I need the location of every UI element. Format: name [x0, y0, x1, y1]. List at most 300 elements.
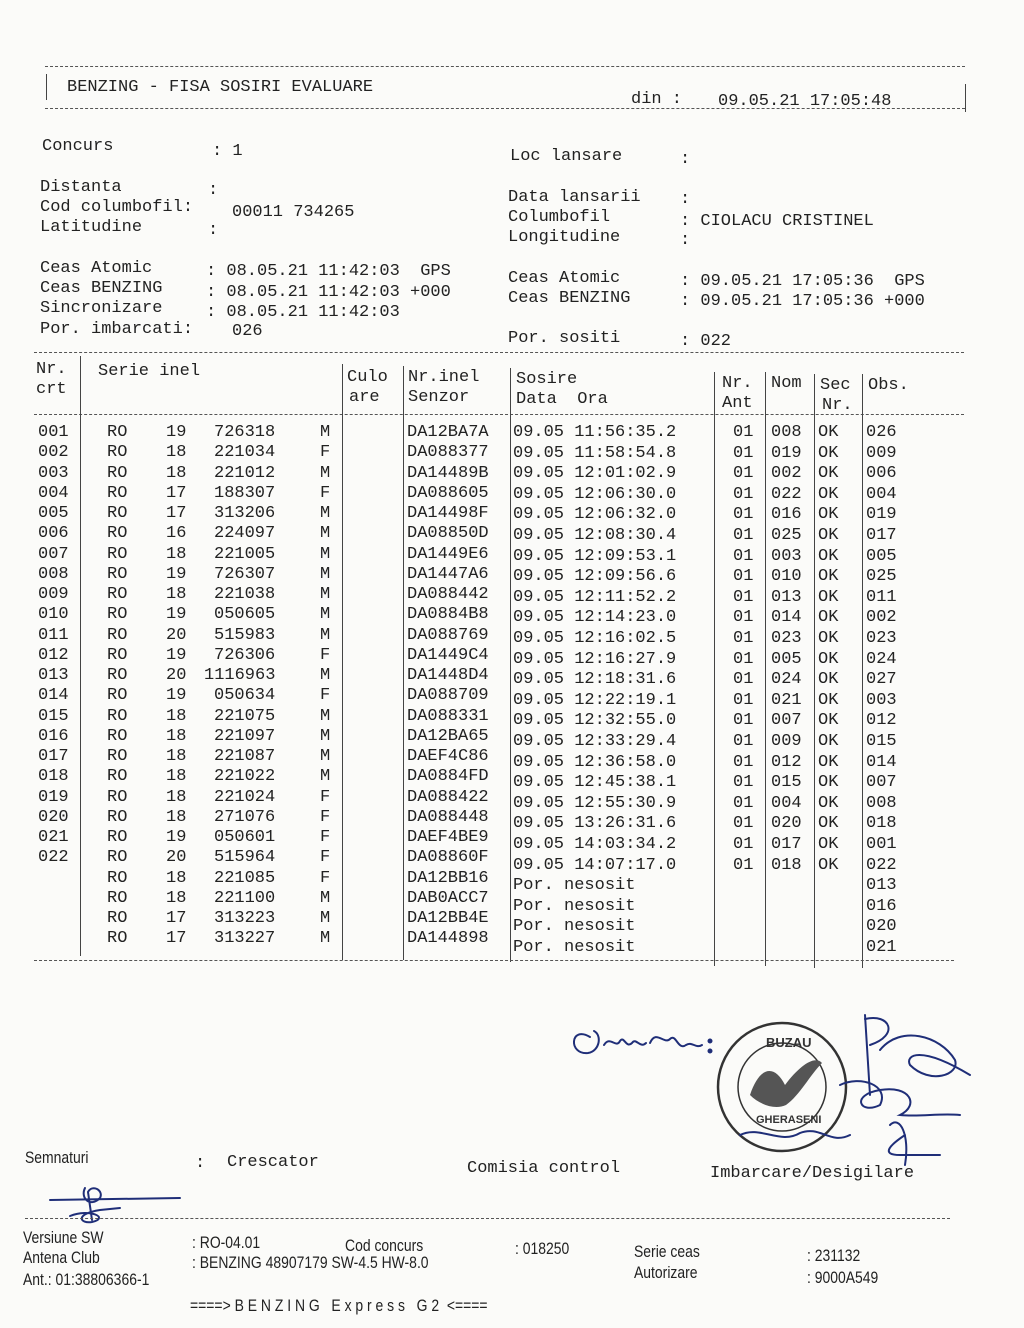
cell-sec: OK	[818, 732, 839, 751]
cell-ring-number: 188307	[214, 483, 276, 503]
cell-year: 18	[166, 888, 187, 908]
imbarcati-label: Por. imbarcati:	[40, 320, 194, 339]
cell-sec: OK	[818, 587, 839, 607]
cell-nr-crt: 021	[38, 828, 69, 847]
cell-ring-number: 224097	[214, 524, 276, 544]
cell-ring-number: 726318	[214, 423, 276, 442]
cell-ring-number: 221097	[214, 726, 276, 746]
table-row	[0, 787, 1000, 813]
cell-arrival: 09.05 12:11:52.2	[513, 587, 677, 607]
table-row	[0, 929, 1000, 957]
table-row	[0, 848, 1000, 875]
cell-sex: F	[320, 848, 331, 868]
header-border-right	[965, 84, 966, 112]
cell-obs: 017	[866, 526, 897, 545]
sincronizare-label: Sincronizare	[40, 299, 163, 318]
cell-antenna: 01	[733, 773, 754, 793]
cell-obs: 009	[866, 443, 897, 463]
cell-obs: 025	[866, 567, 897, 587]
table-row	[0, 524, 1000, 544]
cell-obs: 002	[866, 608, 897, 628]
imbarcare-desigilare-label: Imbarcare/Desigilare	[710, 1164, 915, 1183]
cell-ring-number: 221034	[214, 443, 276, 463]
cell-antenna: 01	[733, 443, 754, 463]
cell-ring-number: 313227	[214, 929, 276, 949]
cell-sec: OK	[818, 567, 839, 587]
table-border-top	[34, 352, 964, 353]
cell-nr-crt: 015	[38, 706, 69, 726]
table-row	[0, 626, 1000, 646]
handwritten-comisie-signature	[574, 1031, 712, 1053]
cell-antenna: 01	[733, 814, 754, 834]
ceas-atomic-start-label: Ceas Atomic	[40, 259, 153, 278]
cell-country: RO	[107, 666, 128, 685]
col-header-culo: Culo	[347, 368, 388, 387]
cell-sensor: DA088377	[407, 443, 489, 463]
cod-concurs-label: Cod concurs	[345, 1236, 424, 1255]
cell-nr-crt: 009	[38, 585, 69, 604]
table-header-divider	[34, 414, 964, 415]
cell-obs: 005	[866, 546, 897, 566]
col-header-nr-inel: Nr.inel	[408, 368, 480, 387]
cell-year: 18	[166, 807, 187, 827]
cell-country: RO	[107, 423, 128, 442]
cell-antenna: 01	[733, 649, 754, 669]
cell-year: 18	[166, 706, 187, 726]
cell-antenna: 01	[733, 546, 754, 566]
cell-nom: 018	[771, 855, 802, 875]
svg-text:BUZAU: BUZAU	[766, 1035, 812, 1050]
cell-antenna: 01	[733, 690, 754, 710]
cell-year: 16	[166, 524, 187, 544]
cell-antenna: 01	[733, 608, 754, 628]
cell-antenna: 01	[733, 505, 754, 525]
concurs-value: : 1	[212, 142, 243, 161]
cell-obs: 020	[866, 917, 897, 937]
cell-obs: 023	[866, 629, 897, 648]
din-value: 09.05.21 17:05:48	[718, 92, 892, 111]
cell-sensor: DA1448D4	[407, 666, 489, 685]
sositi-value: : 022	[680, 332, 732, 351]
cell-nom: 025	[771, 526, 802, 545]
cell-obs: 026	[866, 423, 897, 442]
cell-country: RO	[107, 868, 128, 888]
cell-country: RO	[107, 767, 128, 787]
cell-ring-number: 726307	[214, 564, 276, 584]
cell-obs: 004	[866, 484, 897, 504]
cell-sensor: DA12BA65	[407, 726, 489, 746]
cell-country: RO	[107, 564, 128, 584]
cell-year: 20	[166, 625, 187, 645]
cell-year: 17	[166, 504, 187, 523]
cell-sex: M	[320, 544, 331, 564]
col-header-nr-ant: Nr.	[722, 374, 753, 393]
cell-nom: 013	[771, 587, 802, 607]
crescator-label: Crescator	[227, 1153, 319, 1172]
cell-year: 19	[166, 645, 187, 665]
cell-nr-crt: 016	[38, 726, 69, 746]
cell-antenna: 01	[733, 752, 754, 772]
cell-arrival: Por. nesosit	[513, 896, 636, 916]
cell-sec: OK	[818, 443, 839, 463]
cell-ring-number: 050601	[214, 828, 276, 847]
cell-ring-number: 221038	[214, 585, 276, 604]
table-row	[0, 545, 1000, 565]
table-row	[0, 807, 1000, 834]
cell-sensor: DA088605	[407, 483, 489, 503]
cell-country: RO	[107, 888, 128, 908]
table-row	[0, 423, 1000, 443]
header-border-top	[45, 66, 965, 67]
loc-lansare-label: Loc lansare	[510, 147, 623, 166]
col-header-nom: Nom	[771, 374, 802, 393]
cell-nom: 017	[771, 835, 802, 854]
cell-obs: 006	[866, 464, 897, 484]
cell-nr-crt: 006	[38, 524, 69, 544]
cell-sec: OK	[818, 423, 839, 442]
cell-sex: M	[320, 564, 331, 584]
col-header-ant: Ant	[722, 394, 753, 413]
cell-nom: 003	[771, 546, 802, 566]
cell-sensor: DA08850D	[407, 524, 489, 544]
cell-sex: M	[320, 747, 331, 766]
cell-nom: 004	[771, 793, 802, 813]
cell-sex: M	[320, 666, 331, 685]
semnaturi-colon: :	[195, 1154, 206, 1173]
cell-arrival: 09.05 12:45:38.1	[513, 773, 677, 793]
cell-ring-number: 221005	[214, 544, 276, 564]
cell-arrival: Por. nesosit	[513, 938, 636, 957]
cell-sensor: DA088331	[407, 706, 489, 726]
ceas-benzing-start-label: Ceas BENZING	[40, 279, 163, 298]
table-border-bottom	[34, 960, 954, 961]
cell-antenna: 01	[733, 793, 754, 813]
table-row	[0, 443, 1000, 463]
table-row	[0, 504, 1000, 524]
cell-year: 17	[166, 483, 187, 503]
cell-sex: M	[320, 767, 331, 787]
cell-arrival: 09.05 12:32:55.0	[513, 711, 677, 731]
cell-sensor: DA12BA7A	[407, 423, 489, 442]
cell-sex: F	[320, 483, 331, 503]
cell-obs: 008	[866, 793, 897, 813]
versiune-sw-value: : RO-04.01	[192, 1233, 261, 1252]
antena-club-label: Antena Club	[23, 1248, 100, 1267]
cell-sex: M	[320, 524, 331, 544]
header-border-left	[46, 74, 47, 100]
cell-sensor: DAEF4BE9	[407, 828, 489, 847]
cell-nom: 016	[771, 505, 802, 525]
cell-ring-number: 221100	[214, 888, 276, 908]
cell-country: RO	[107, 483, 128, 503]
cell-sex: M	[320, 504, 331, 523]
cell-nr-crt: 004	[38, 483, 69, 503]
cell-country: RO	[107, 585, 128, 604]
cell-sex: M	[320, 909, 331, 928]
svg-text:GHERASENI: GHERASENI	[756, 1114, 822, 1126]
cell-country: RO	[107, 645, 128, 665]
cell-sec: OK	[818, 484, 839, 504]
cell-sensor: DA0884B8	[407, 605, 489, 625]
cell-ring-number: 221022	[214, 767, 276, 787]
cell-nr-crt: 018	[38, 767, 69, 787]
cell-sec: OK	[818, 752, 839, 772]
crescator-signature	[30, 1178, 190, 1228]
cell-sensor: DA1447A6	[407, 564, 489, 584]
cell-sensor: DA1449E6	[407, 544, 489, 564]
cell-sex: F	[320, 807, 331, 827]
document-title: BENZING - FISA SOSIRI EVALUARE	[67, 78, 374, 97]
cell-antenna: 01	[733, 567, 754, 587]
cell-ring-number: 050605	[214, 605, 276, 625]
cell-sec: OK	[818, 814, 839, 834]
cell-year: 18	[166, 726, 187, 746]
cell-obs: 016	[866, 896, 897, 916]
antena-club-value: : BENZING 48907179 SW-4.5 HW-8.0	[192, 1253, 429, 1272]
cell-arrival: 09.05 11:58:54.8	[513, 443, 677, 463]
cell-obs: 007	[866, 773, 897, 793]
sositi-label: Por. sositi	[508, 329, 621, 348]
cell-year: 18	[166, 787, 187, 807]
cell-ring-number: 221012	[214, 463, 276, 483]
cell-ring-number: 221075	[214, 706, 276, 726]
cell-obs: 027	[866, 670, 897, 690]
din-label: din :	[631, 90, 683, 109]
cell-arrival: 09.05 12:36:58.0	[513, 752, 677, 772]
columbofil-value: : CIOLACU CRISTINEL	[680, 212, 874, 231]
cell-country: RO	[107, 909, 128, 928]
serie-ceas-label: Serie ceas	[634, 1242, 700, 1261]
sincronizare-value: : 08.05.21 11:42:03	[206, 303, 400, 322]
table-row	[0, 767, 1000, 793]
cell-nom: 019	[771, 443, 802, 463]
longitudine-value: :	[680, 231, 691, 250]
cell-antenna: 01	[733, 670, 754, 690]
cell-arrival: Por. nesosit	[513, 917, 636, 937]
table-row	[0, 726, 1000, 751]
ceas-atomic-end-label: Ceas Atomic	[508, 269, 621, 288]
cell-obs: 015	[866, 732, 897, 751]
imbarcati-value: 026	[232, 322, 263, 341]
cell-sex: F	[320, 645, 331, 665]
cell-ring-number: 313206	[214, 504, 276, 523]
cell-nom: 022	[771, 484, 802, 504]
versiune-sw-label: Versiune SW	[23, 1228, 104, 1247]
loc-lansare-value: :	[680, 150, 691, 169]
cell-nr-crt: 008	[38, 564, 69, 584]
cell-sex: F	[320, 787, 331, 807]
cell-nr-crt: 005	[38, 504, 69, 523]
concurs-label: Concurs	[42, 137, 114, 156]
cell-sec: OK	[818, 773, 839, 793]
cell-arrival: Por. nesosit	[513, 876, 636, 896]
cell-arrival: 09.05 12:09:53.1	[513, 546, 677, 566]
cell-sensor: DA14498F	[407, 504, 489, 523]
cell-nr-crt: 002	[38, 443, 69, 463]
cell-nr-crt: 022	[38, 848, 69, 868]
col-header-sec-nr: Nr.	[822, 396, 853, 415]
cell-country: RO	[107, 544, 128, 564]
ceas-benzing-end-value: : 09.05.21 17:05:36 +000	[680, 292, 925, 311]
cell-antenna: 01	[733, 629, 754, 648]
table-row	[0, 585, 1000, 605]
cell-nr-crt: 011	[38, 625, 69, 645]
cell-sex: M	[320, 706, 331, 726]
cod-columbofil-label: Cod columbofil:	[40, 198, 194, 217]
antenna-id: Ant.: 01:38806366-1	[23, 1270, 150, 1289]
cell-sensor: DA088422	[407, 787, 489, 807]
cell-arrival: 09.05 12:55:30.9	[513, 793, 677, 813]
cell-nom: 015	[771, 773, 802, 793]
table-row	[0, 686, 1000, 710]
cell-sec: OK	[818, 464, 839, 484]
cell-country: RO	[107, 787, 128, 807]
cell-sec: OK	[818, 690, 839, 710]
cell-year: 18	[166, 767, 187, 787]
cell-obs: 003	[866, 690, 897, 710]
cell-antenna: 01	[733, 464, 754, 484]
col-header-serie: Serie inel	[98, 362, 201, 381]
col-header-nr: Nr.	[36, 360, 67, 379]
cell-year: 18	[166, 443, 187, 463]
cell-arrival: 09.05 12:18:31.6	[513, 670, 677, 690]
cell-sensor: DA12BB16	[407, 868, 489, 888]
cell-sensor: DA08860F	[407, 848, 489, 868]
cell-country: RO	[107, 828, 128, 847]
table-row	[0, 605, 1000, 628]
col-header-sec: Sec	[820, 376, 851, 395]
cell-ring-number: 1116963	[204, 666, 276, 685]
ceas-benzing-end-label: Ceas BENZING	[508, 289, 631, 308]
cell-arrival: 09.05 12:09:56.6	[513, 567, 677, 587]
table-row	[0, 909, 1000, 937]
col-header-data-ora: Data Ora	[516, 390, 608, 409]
autorizare-label: Autorizare	[634, 1263, 698, 1282]
cell-nr-crt: 013	[38, 666, 69, 685]
cell-country: RO	[107, 524, 128, 544]
autorizare-value: : 9000A549	[807, 1268, 879, 1287]
semnaturi-label: Semnaturi	[25, 1148, 89, 1167]
col-header-senzor: Senzor	[408, 388, 470, 407]
cell-nom: 009	[771, 732, 802, 751]
cell-country: RO	[107, 706, 128, 726]
ceas-atomic-end-value: : 09.05.21 17:05:36 GPS	[680, 272, 925, 291]
col-header-are: are	[349, 388, 380, 407]
cell-nom: 005	[771, 649, 802, 669]
cell-ring-number: 221024	[214, 787, 276, 807]
cell-sensor: DAB0ACC7	[407, 888, 489, 908]
cell-antenna: 01	[733, 711, 754, 731]
cell-sec: OK	[818, 670, 839, 690]
cell-ring-number: 515964	[214, 848, 276, 868]
cell-sensor: DA088448	[407, 807, 489, 827]
cell-obs: 021	[866, 938, 897, 957]
cell-antenna: 01	[733, 835, 754, 854]
cell-antenna: 01	[733, 732, 754, 751]
cell-nom: 002	[771, 464, 802, 484]
table-row	[0, 464, 1000, 484]
cell-ring-number: 050634	[214, 686, 276, 706]
cell-arrival: 09.05 12:16:02.5	[513, 629, 677, 648]
table-row	[0, 888, 1000, 916]
cell-arrival: 09.05 12:16:27.9	[513, 649, 677, 669]
footer-divider	[25, 1218, 950, 1219]
cell-obs: 014	[866, 752, 897, 772]
cell-sex: F	[320, 828, 331, 847]
cell-sex: M	[320, 463, 331, 483]
cell-sec: OK	[818, 526, 839, 545]
columbofil-label: Columbofil	[508, 208, 611, 227]
cell-nom: 020	[771, 814, 802, 834]
stamp-and-signatures	[560, 1005, 980, 1185]
cell-year: 18	[166, 868, 187, 888]
cell-country: RO	[107, 605, 128, 625]
cell-year: 19	[166, 423, 187, 442]
table-row	[0, 645, 1000, 669]
cell-sec: OK	[818, 505, 839, 525]
cell-sec: OK	[818, 629, 839, 648]
cell-year: 17	[166, 909, 187, 928]
cell-sensor: DA14489B	[407, 463, 489, 483]
cell-country: RO	[107, 443, 128, 463]
cell-sex: M	[320, 726, 331, 746]
ceas-atomic-start-value: : 08.05.21 11:42:03 GPS	[206, 262, 451, 281]
table-row	[0, 565, 1000, 585]
cell-nr-crt: 017	[38, 747, 69, 766]
cell-nr-crt: 007	[38, 544, 69, 564]
cell-sec: OK	[818, 546, 839, 566]
cell-year: 17	[166, 929, 187, 949]
cell-sec: OK	[818, 855, 839, 875]
cell-year: 20	[166, 666, 187, 685]
cell-country: RO	[107, 504, 128, 523]
cell-year: 19	[166, 564, 187, 584]
cell-sex: M	[320, 605, 331, 625]
cell-nom: 012	[771, 752, 802, 772]
longitudine-label: Longitudine	[508, 228, 621, 247]
cell-sensor: DA088709	[407, 686, 489, 706]
cell-sec: OK	[818, 649, 839, 669]
cell-obs: 013	[866, 876, 897, 896]
cell-country: RO	[107, 726, 128, 746]
cell-year: 18	[166, 585, 187, 604]
cell-sensor: DA144898	[407, 929, 489, 949]
cell-ring-number: 221087	[214, 747, 276, 766]
cell-nom: 007	[771, 711, 802, 731]
cell-year: 18	[166, 747, 187, 766]
table-row	[0, 484, 1000, 504]
cell-arrival: 09.05 12:14:23.0	[513, 608, 677, 628]
cell-nom: 021	[771, 690, 802, 710]
cell-sec: OK	[818, 835, 839, 854]
cell-sec: OK	[818, 608, 839, 628]
cell-sensor: DA088442	[407, 585, 489, 604]
table-row	[0, 828, 1000, 854]
cell-sex: M	[320, 423, 331, 442]
cell-country: RO	[107, 807, 128, 827]
cell-sex: F	[320, 868, 331, 888]
cell-sex: M	[320, 585, 331, 604]
cell-obs: 022	[866, 855, 897, 875]
cell-country: RO	[107, 686, 128, 706]
cell-country: RO	[107, 929, 128, 949]
cell-arrival: 09.05 12:01:02.9	[513, 464, 677, 484]
cell-obs: 011	[866, 587, 897, 607]
cell-obs: 019	[866, 505, 897, 525]
cell-nom: 008	[771, 423, 802, 442]
cell-nom: 014	[771, 608, 802, 628]
distanta-label: Distanta	[40, 178, 122, 197]
